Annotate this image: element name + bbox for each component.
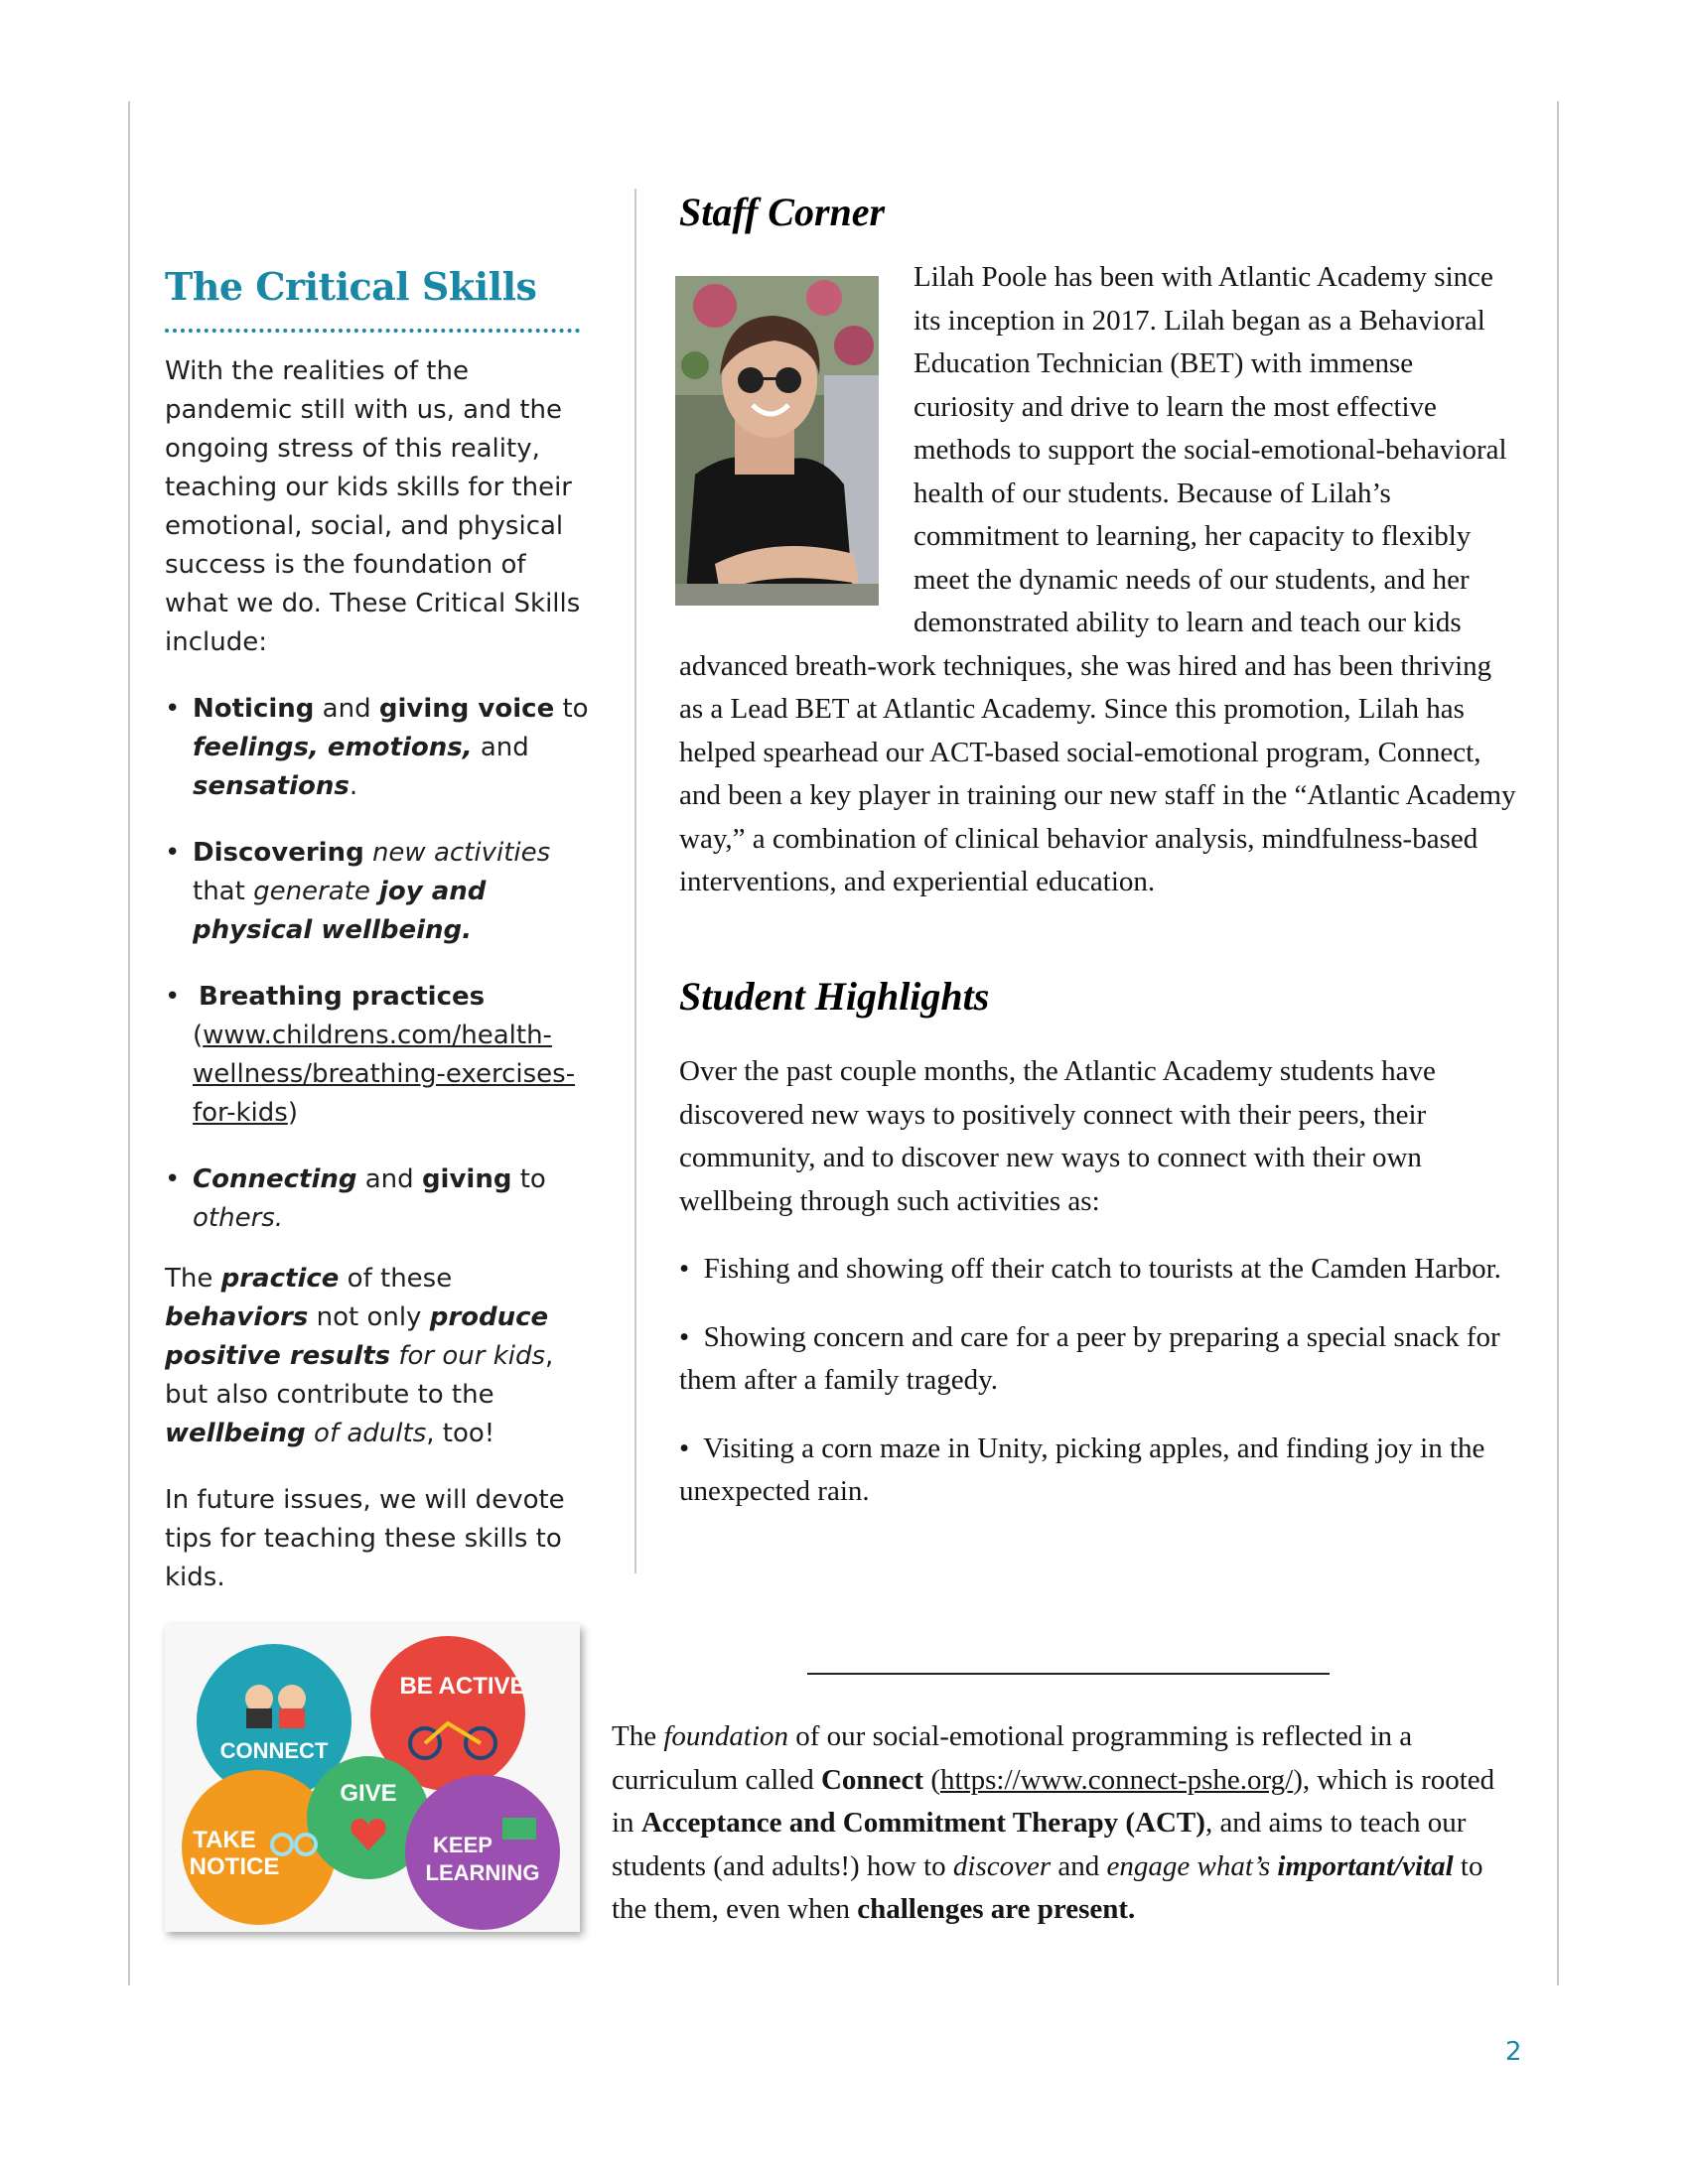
staff-corner-text: Lilah Poole has been with Atlantic Academy since its inception in 2017. Lilah began as a Behavioral Education Technician (BET) with immense curiosity and drive to learn the most effective methods to support the social-emotional-behavioral health of our students. Because of Lilah’s commitment to learning, her capacity to flexibly meet the dynamic needs of our students, and her demonstrated ability to learn and teach our kids advanced breath-work techniques, she was hired and has been thriving as a Lead BET at Atlantic Academy. Since this promotion, Lilah has helped spearhead our ACT-based social-emotional program, Connect, and been a key player in training our new staff in the “Atlantic Academy way,” a combination of clinical behavior analysis, mindfulness-based interventions, and experiential education. (679, 261, 1516, 897)
learning-label: LEARNING (425, 1860, 540, 1885)
five-ways-wellbeing-graphic (165, 1624, 580, 1932)
staff-corner-heading: Staff Corner (679, 190, 886, 234)
connect-pshe-link[interactable]: https://www.connect-pshe.org/ (940, 1763, 1294, 1796)
highlight-item: • Visiting a corn maze in Unity, picking apples, and finding joy in the unexpected rain. (679, 1432, 1485, 1507)
skill-connecting: • Connecting and giving to others. (165, 1164, 546, 1233)
column-divider (634, 189, 636, 1573)
skill-noticing: • Noticing and giving voice to feelings, emotions, and sensations. (165, 694, 589, 801)
notice-label: NOTICE (189, 1853, 280, 1880)
section-divider-line (807, 1673, 1330, 1675)
left-border-rule (128, 101, 130, 1985)
give-label: GIVE (340, 1780, 397, 1807)
student-highlights-heading: Student Highlights (679, 974, 990, 1019)
title-dotted-underline (165, 329, 580, 333)
page-number: 2 (1505, 2037, 1522, 2067)
take-label: TAKE (193, 1827, 256, 1853)
practice-paragraph: The practice of these behaviors not only produce positive results for our kids, but also contribute to the wellbeing of adults, too! (165, 1264, 554, 1448)
skill-discovering: • Discovering new activities that generate joy and physical wellbeing. (165, 838, 551, 945)
keep-label: KEEP (433, 1833, 492, 1857)
student-highlights-intro: Over the past couple months, the Atlantic Academy students have discovered new ways to positively connect with their peers, their community, and to discover new ways to connect with their own wellbeing through such activities as: (679, 1055, 1436, 1217)
student-highlights-body (679, 1050, 1519, 1539)
future-issues-paragraph: In future issues, we will devote tips for teaching these skills to kids. (165, 1485, 565, 1592)
breathing-exercises-link[interactable]: www.childrens.com/health-wellness/breathing-exercises-for-kids (193, 1021, 576, 1128)
right-border-rule (1557, 101, 1559, 1985)
critical-skills-list (165, 690, 592, 1238)
staff-corner-body (679, 256, 1519, 904)
be-active-label: BE ACTIVE (399, 1673, 526, 1700)
skill-breathing: • Breathing practices (www.childrens.com/health-wellness/breathing-exercises-for-kids) (165, 982, 576, 1128)
critical-skills-intro: With the realities of the pandemic still with us, and the ongoing stress of this reality, teaching our kids skills for their emotional, social, and physical success is the foundation of what we do. These Critical Skills include: (165, 356, 581, 657)
critical-skills-section (165, 256, 592, 1625)
connect-label: CONNECT (219, 1738, 329, 1763)
critical-skills-title: The Critical Skills (165, 264, 537, 309)
connect-program-paragraph: The foundation of our social-emotional programming is reflected in a curriculum called Connect (https://www.connect-pshe.org/), which is rooted in Acceptance and Commitment Therapy (ACT), and aims to teach our students (and adults!) how to discover and engage what’s important/vital to the them, even when challenges are present. (612, 1720, 1495, 1925)
highlight-item: • Showing concern and care for a peer by preparing a special snack for them after a family tragedy. (679, 1320, 1500, 1396)
highlight-item: • Fishing and showing off their catch to tourists at the Camden Harbor. (679, 1253, 1501, 1285)
